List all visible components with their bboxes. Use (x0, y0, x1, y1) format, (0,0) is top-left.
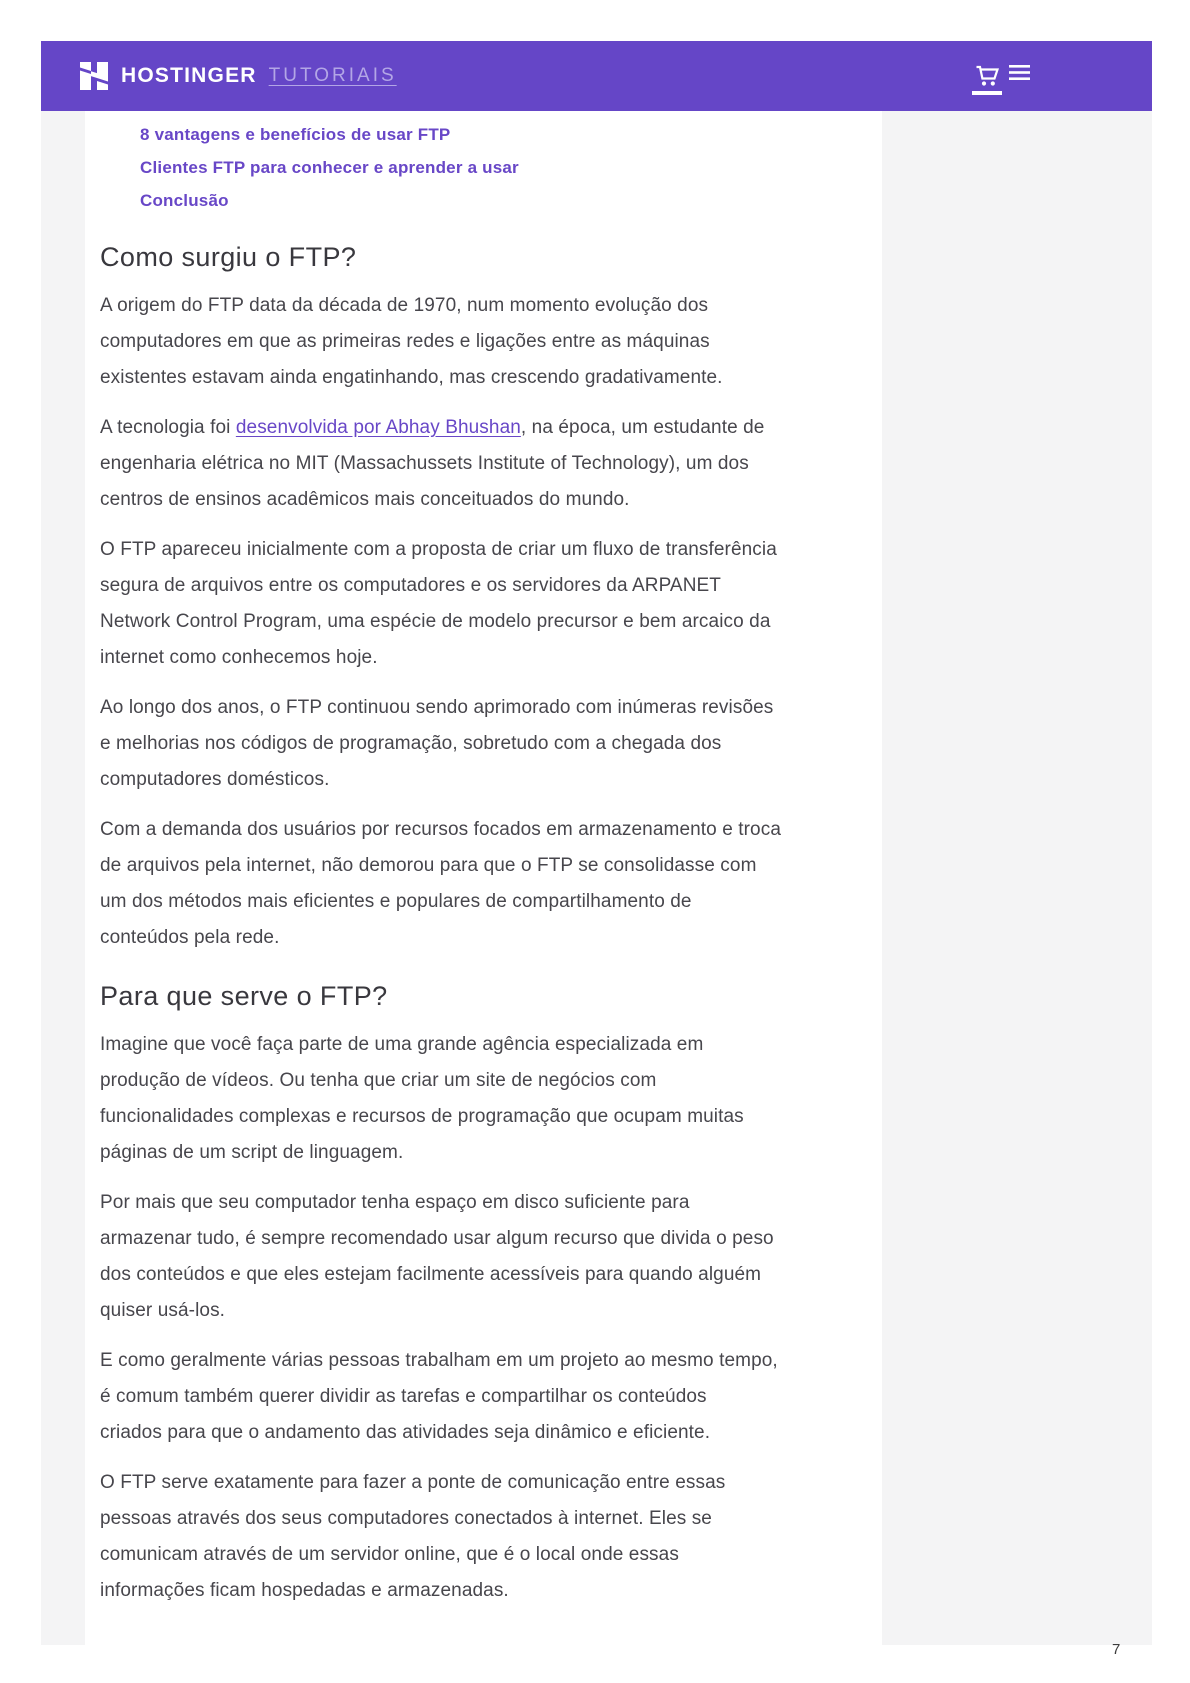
article-paragraph (100, 410, 867, 518)
text-segment: funcionalidades complexas e recursos de programação que ocupam muitas (100, 1106, 744, 1127)
paragraph-line (100, 288, 867, 324)
article-paragraph (100, 1027, 867, 1171)
text-segment: centros de ensinos acadêmicos mais conceituados do mundo. (100, 489, 630, 510)
article-paragraph (100, 812, 867, 956)
tutorials-link[interactable]: TUTORIAIS (268, 65, 397, 86)
text-segment: criados para que o andamento das atividades seja dinâmico e eficiente. (100, 1422, 711, 1443)
paragraph-line (100, 1343, 867, 1379)
paragraph-line (100, 568, 867, 604)
paragraph-line (100, 1415, 867, 1451)
paragraph-line (100, 1379, 867, 1415)
text-segment: computadores domésticos. (100, 769, 330, 790)
text-segment: computadores em que as primeiras redes e ligações entre as máquinas (100, 331, 710, 352)
text-segment: , na época, um estudante de (520, 417, 765, 438)
article-paragraph (100, 1343, 867, 1451)
article-body (100, 240, 867, 1609)
text-segment: Network Control Program, uma espécie de modelo precursor e bem arcaico da (100, 611, 771, 632)
article-paragraph (100, 288, 867, 396)
webpage-capture (41, 41, 1152, 1645)
text-segment: Por mais que seu computador tenha espaço em disco suficiente para (100, 1192, 690, 1213)
paragraph-line (100, 532, 867, 568)
text-segment: A tecnologia foi (100, 417, 236, 438)
text-segment: O FTP serve exatamente para fazer a ponte de comunicação entre essas (100, 1472, 726, 1493)
paragraph-line (100, 726, 867, 762)
text-segment: de arquivos pela internet, não demorou para que o FTP se consolidasse com (100, 855, 757, 876)
paragraph-line (100, 446, 867, 482)
menu-button[interactable] (1009, 65, 1030, 81)
page-number: 7 (1112, 1641, 1121, 1658)
toc-link[interactable]: Clientes FTP para conhecer e aprender a usar (140, 158, 519, 177)
text-segment: armazenar tudo, é sempre recomendado usar algum recurso que divida o peso (100, 1228, 774, 1249)
toc-link[interactable]: 8 vantagens e benefícios de usar FTP (140, 125, 451, 144)
cart-active-underline (972, 91, 1002, 95)
text-segment: é comum também querer dividir as tarefas e compartilhar os conteúdos (100, 1386, 707, 1407)
text-segment: engenharia elétrica no MIT (Massachussets Institute of Technology), um dos (100, 453, 749, 474)
paragraph-line (100, 1465, 867, 1501)
text-segment: A origem do FTP data da década de 1970, num momento evolução dos (100, 295, 709, 316)
hamburger-icon (1009, 65, 1030, 81)
text-segment: páginas de um script de linguagem. (100, 1142, 404, 1163)
article-heading: Como surgiu o FTP? (100, 242, 357, 272)
text-segment: conteúdos pela rede. (100, 927, 280, 948)
paragraph-line (100, 884, 867, 920)
paragraph-line (100, 1221, 867, 1257)
paragraph-line (100, 1537, 867, 1573)
article-paragraph (100, 1465, 867, 1609)
text-segment: Imagine que você faça parte de uma grande agência especializada em (100, 1034, 704, 1055)
paragraph-line (100, 324, 867, 360)
text-segment: pessoas através dos seus computadores conectados à internet. Eles se (100, 1508, 712, 1529)
paragraph-line (100, 812, 867, 848)
inline-link[interactable]: desenvolvida por Abhay Bhushan (235, 417, 521, 438)
paragraph-line (100, 1099, 867, 1135)
paragraph-line (100, 1293, 867, 1329)
text-segment: informações ficam hospedadas e armazenadas. (100, 1580, 509, 1601)
paragraph-line (100, 1501, 867, 1537)
text-segment: e melhorias nos códigos de programação, sobretudo com a chegada dos (100, 733, 722, 754)
paragraph-line (100, 848, 867, 884)
hostinger-logo-icon (77, 61, 111, 91)
text-segment: um dos métodos mais eficientes e populares de compartilhamento de (100, 891, 692, 912)
paragraph-line (100, 1063, 867, 1099)
text-segment: Ao longo dos anos, o FTP continuou sendo aprimorado com inúmeras revisões (100, 697, 774, 718)
article-heading: Para que serve o FTP? (100, 981, 388, 1011)
text-segment: E como geralmente várias pessoas trabalham em um projeto ao mesmo tempo, (100, 1350, 778, 1371)
paragraph-line (100, 604, 867, 640)
brand-name: HOSTINGER (121, 64, 257, 87)
paragraph-line (100, 360, 867, 396)
paragraph-line (100, 690, 867, 726)
paragraph-line (100, 410, 867, 446)
text-segment: O FTP apareceu inicialmente com a proposta de criar um fluxo de transferência (100, 539, 777, 560)
text-segment: comunicam através de um servidor online, que é o local onde essas (100, 1544, 679, 1565)
cart-icon (975, 65, 1000, 88)
text-segment: segura de arquivos entre os computadores e os servidores da ARPANET (100, 575, 721, 596)
text-segment: produção de vídeos. Ou tenha que criar um site de negócios com (100, 1070, 657, 1091)
paragraph-line (100, 1185, 867, 1221)
paragraph-line (100, 1573, 867, 1609)
cart-button[interactable] (972, 57, 1002, 95)
site-header (41, 41, 1152, 111)
article-column (85, 111, 882, 1645)
text-segment: Com a demanda dos usuários por recursos focados em armazenamento e troca (100, 819, 781, 840)
text-segment: existentes estavam ainda engatinhando, mas crescendo gradativamente. (100, 367, 723, 388)
text-segment: dos conteúdos e que eles estejam facilmente acessíveis para quando alguém (100, 1264, 762, 1285)
page-background (41, 111, 1152, 1645)
article-paragraph (100, 532, 867, 676)
paragraph-line (100, 1135, 867, 1171)
paragraph-line (100, 640, 867, 676)
paragraph-line (100, 920, 867, 956)
article-paragraph (100, 1185, 867, 1329)
text-segment: quiser usá-los. (100, 1300, 226, 1321)
header-actions (972, 41, 1030, 111)
text-segment: internet como conhecemos hoje. (100, 647, 378, 668)
paragraph-line (100, 482, 867, 518)
article-paragraph (100, 690, 867, 798)
toc-list (100, 118, 867, 217)
paragraph-line (100, 1027, 867, 1063)
toc-link[interactable]: Conclusão (140, 191, 229, 210)
paragraph-line (100, 762, 867, 798)
paragraph-line (100, 1257, 867, 1293)
brand-home-link[interactable] (77, 61, 397, 91)
